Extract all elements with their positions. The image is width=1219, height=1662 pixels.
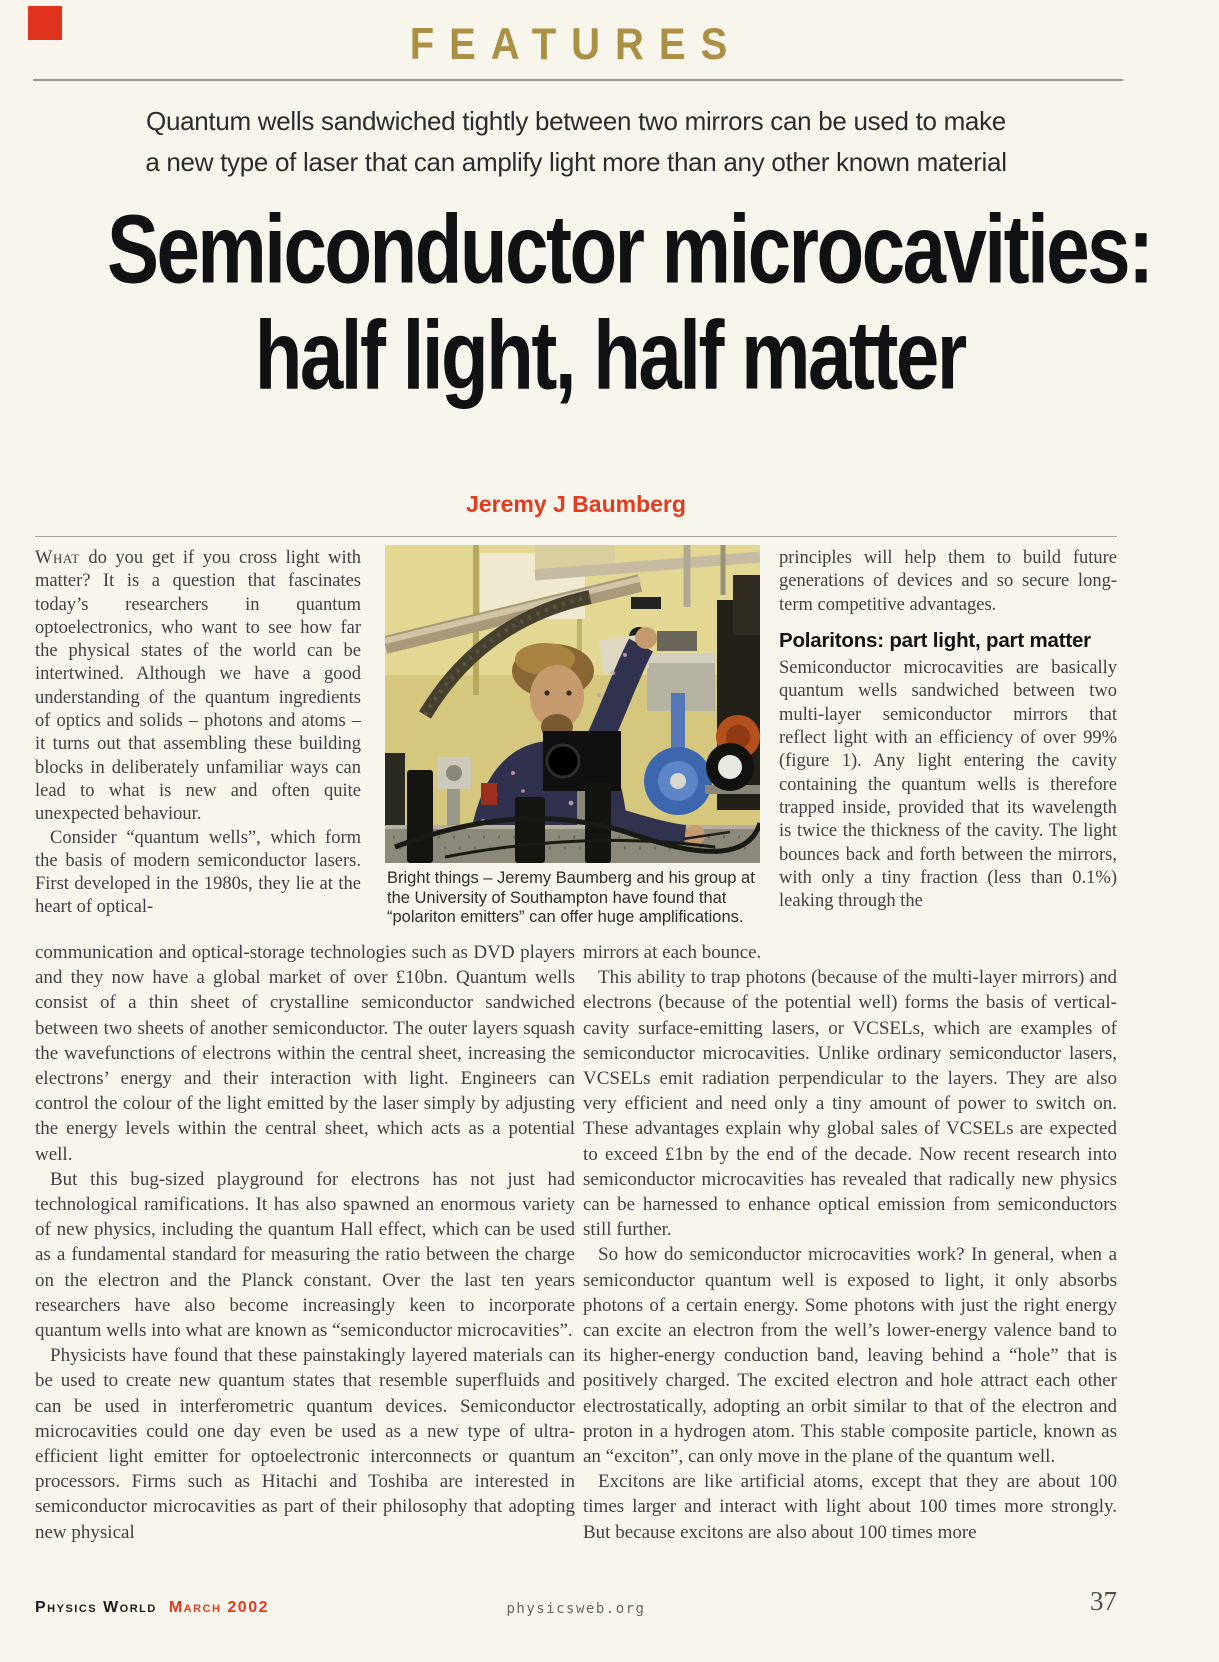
photo-caption: Bright things – Jeremy Baumberg and his group at the University of Southampton have found that “polariton emitters” can offer huge amplifications.	[387, 869, 755, 926]
standfirst-line-1: Quantum wells sandwiched tightly between two mirrors can be used to make	[146, 106, 1006, 136]
page-number: 37	[1090, 1586, 1117, 1616]
paragraph: Physicists have found that these painstakingly layered materials can be used to create new quantum states that resemble superfluids and can be used in interferometric quantum devices. Semiconductor microcavities could one day even be used as a new type of ultra-efficient light emitter for optoelectronic interconnects or quantum processors. Firms such as Hitachi and Toshiba are interested in semiconductor microcavities as part of their philosophy that adopting new physical	[35, 1345, 575, 1543]
top-rule	[33, 79, 1123, 81]
paragraph: Consider “quantum wells”, which form the basis of modern semiconductor lasers. First developed in the 1980s, they lie at the heart of optical-	[35, 827, 361, 918]
footer-website: physicsweb.org	[506, 1601, 646, 1617]
body-column-right	[779, 547, 1117, 937]
magazine-title: Physics World	[35, 1599, 157, 1616]
lower-column-left	[35, 940, 575, 1585]
paragraph: But this bug-sized playground for electrons has not just had technological ramifications. It has also spawned an enormous variety of new physics, including the quantum Hall effect, which can be used as a fundamental standard for measuring the ratio between the charge on the electron and the Planck constant. Over the last ten years researchers have also become increasingly keen to incorporate quantum wells into what are known as “semiconductor microcavities”.	[35, 1168, 575, 1342]
section-label: FEATURES	[409, 20, 743, 70]
paragraph: communication and optical-storage technologies such as DVD players and they now have a global market of over £10bn. Quantum wells consist of a thin sheet of crystalline semiconductor sandwiched between two sheets of another semiconductor. The outer layers squash the wavefunctions of electrons within the central sheet, increasing the electrons’ energy and their interaction with light. Engineers can control the colour of the light emitted by the laser simply by adjusting the energy levels within the central sheet, which acts as a potential well.	[35, 942, 575, 1165]
issue-date: March 2002	[168, 1599, 269, 1616]
paragraph: Semiconductor microcavities are basically quantum wells sandwiched between two multi-layer semiconductor mirrors that reflect light with an efficiency of over 99% (figure 1). Any light entering the cavity containing the quantum wells is therefore trapped inside, provided that its wavelength is twice the thickness of the cavity. The light bounces back and forth between the mirrors, with only a tiny fraction (less than 0.1%) leaking through the	[779, 658, 1117, 912]
paragraph: This ability to trap photons (because of the multi-layer mirrors) and electrons (because of the potential well) forms the basis of vertical-cavity surface-emitting lasers, or VCSELs, which are examples of semiconductor microcavities. Unlike ordinary semiconductor lasers, VCSELs emit radiation perpendicular to the layers. They are also very efficient and need only a tiny amount of power to switch on. These advantages explain why global sales of VCSELs are expected to exceed £1bn by the end of the decade. Now recent research into semiconductor microcavities has revealed that radically new physics can be harnessed to enhance optical emission from semiconductors still further.	[583, 967, 1117, 1241]
paragraph: So how do semiconductor microcavities work? In general, when a semiconductor quantum well is exposed to light, it only absorbs photons of a certain energy. Some photons with just the right energy can excite an electron from the well’s lower-energy valence band to its higher-energy conduction band, leaving behind a “hole” that is positively charged. The excited electron and hole attract each other electrostatically, adopting an orbit similar to that of the electron and proton in a hydrogen atom. This stable composite particle, known as an “exciton”, can only move in the plane of the quantum well.	[583, 1244, 1117, 1468]
body-column-left	[35, 547, 361, 937]
headline	[0, 193, 1219, 410]
headline-line-2: half light, half matter	[254, 299, 965, 410]
paragraph: What do you get if you cross light with matter? It is a question that fascinates today’s researchers in quantum optoelectronics, who want to see how far the physical states of the world can be intertwined. Although we have a good understanding of the quantum ingredients of optics and solids – photons and atoms – it turns out that assembling these building blocks in deliberately unfamiliar ways can lead to what is new and often quite unexpected behaviour.	[35, 548, 361, 825]
paragraph: principles will help them to build future generations of devices and so secure long-term competitive advantages.	[779, 548, 1117, 615]
standfirst	[35, 101, 1117, 183]
lab-photo-illustration	[385, 545, 760, 863]
byline: Jeremy J Baumberg	[466, 491, 686, 517]
article-photo	[385, 545, 760, 863]
section-subhead: Polaritons: part light, part matter	[779, 628, 1091, 652]
paragraph: mirrors at each bounce.	[583, 942, 762, 963]
byline-rule	[35, 536, 1117, 537]
standfirst-line-2: a new type of laser that can amplify light more than any other known material	[145, 147, 1007, 177]
paragraph: Excitons are like artificial atoms, except that they are about 100 times larger and interact with light about 100 times more strongly. But because excitons are also about 100 times more	[583, 1471, 1117, 1543]
lead-word: What	[35, 548, 80, 568]
headline-line-1: Semiconductor microcavities:	[106, 193, 1152, 304]
lower-column-right	[583, 940, 1117, 1585]
